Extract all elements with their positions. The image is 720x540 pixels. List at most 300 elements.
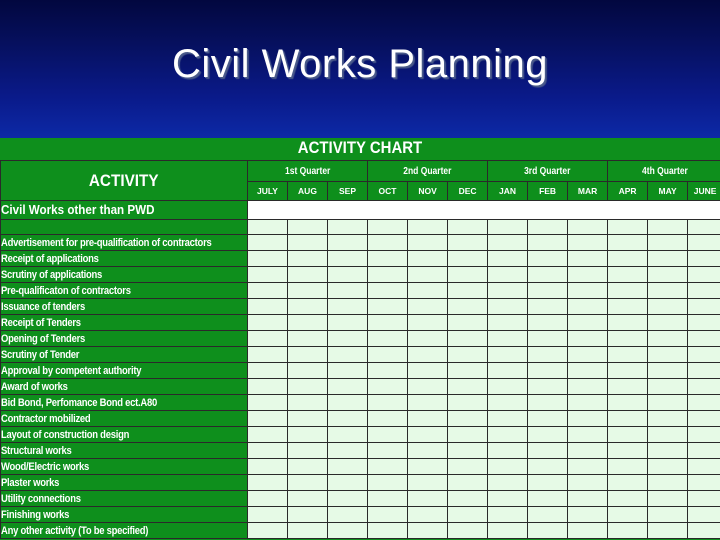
schedule-cell[interactable]	[408, 251, 448, 267]
schedule-cell[interactable]	[368, 443, 408, 459]
schedule-cell[interactable]	[568, 459, 608, 475]
schedule-cell[interactable]	[528, 507, 568, 523]
activity-label: Structural works	[1, 443, 248, 459]
schedule-cell[interactable]	[528, 363, 568, 379]
month-header: MAR	[568, 182, 608, 201]
schedule-cell[interactable]	[688, 379, 720, 395]
schedule-cell[interactable]	[568, 363, 608, 379]
schedule-cell[interactable]	[688, 315, 720, 331]
schedule-cell[interactable]	[568, 475, 608, 491]
schedule-cell[interactable]	[448, 475, 488, 491]
schedule-cell[interactable]	[648, 427, 688, 443]
schedule-cell[interactable]	[328, 235, 368, 251]
schedule-cell[interactable]	[648, 251, 688, 267]
schedule-cell[interactable]	[568, 427, 608, 443]
schedule-cell[interactable]	[328, 443, 368, 459]
schedule-cell[interactable]	[328, 299, 368, 315]
schedule-cell[interactable]	[688, 331, 720, 347]
schedule-cell[interactable]	[488, 267, 528, 283]
schedule-cell[interactable]	[288, 235, 328, 251]
activity-label: Wood/Electric works	[1, 459, 248, 475]
month-header: DEC	[448, 182, 488, 201]
activity-table	[0, 160, 720, 539]
schedule-cell[interactable]	[248, 395, 288, 411]
activity-header-label: ACTIVITY	[89, 170, 159, 190]
schedule-cell[interactable]	[248, 363, 288, 379]
schedule-cell[interactable]	[488, 491, 528, 507]
schedule-cell[interactable]	[608, 251, 648, 267]
slide-title: Civil Works Planning	[171, 42, 549, 86]
activity-label: Utility connections	[1, 491, 248, 507]
schedule-cell[interactable]	[448, 315, 488, 331]
schedule-cell[interactable]	[488, 347, 528, 363]
activity-column-header	[1, 161, 248, 201]
schedule-cell[interactable]	[448, 299, 488, 315]
schedule-cell[interactable]	[368, 507, 408, 523]
schedule-cell[interactable]	[328, 475, 368, 491]
month-header: SEP	[328, 182, 368, 201]
schedule-cell[interactable]	[688, 459, 720, 475]
schedule-cell[interactable]	[288, 363, 328, 379]
schedule-cell[interactable]	[488, 443, 528, 459]
schedule-cell[interactable]	[288, 443, 328, 459]
schedule-cell[interactable]	[408, 443, 448, 459]
schedule-cell[interactable]	[648, 475, 688, 491]
schedule-cell[interactable]	[368, 315, 408, 331]
schedule-cell[interactable]	[448, 331, 488, 347]
schedule-cell[interactable]	[448, 491, 488, 507]
schedule-cell[interactable]	[648, 347, 688, 363]
schedule-cell[interactable]	[408, 475, 448, 491]
schedule-cell[interactable]	[528, 299, 568, 315]
schedule-cell[interactable]	[488, 299, 528, 315]
activity-label: Scrutiny of applications	[1, 267, 248, 283]
schedule-cell[interactable]	[288, 283, 328, 299]
activity-label: Issuance of tenders	[1, 299, 248, 315]
schedule-cell[interactable]	[288, 395, 328, 411]
schedule-cell[interactable]	[328, 315, 368, 331]
schedule-cell[interactable]	[688, 267, 720, 283]
schedule-cell[interactable]	[248, 331, 288, 347]
activity-label: Advertisement for pre-qualification of contractors	[1, 235, 248, 251]
schedule-cell[interactable]	[248, 443, 288, 459]
schedule-cell[interactable]	[568, 283, 608, 299]
activity-label: Pre-qualificaton of contractors	[1, 283, 248, 299]
schedule-cell[interactable]	[528, 427, 568, 443]
schedule-cell[interactable]	[248, 379, 288, 395]
schedule-cell[interactable]	[288, 427, 328, 443]
schedule-cell[interactable]	[288, 475, 328, 491]
schedule-cell[interactable]	[648, 267, 688, 283]
activity-row	[1, 427, 720, 443]
schedule-cell[interactable]	[608, 363, 648, 379]
schedule-cell[interactable]	[408, 459, 448, 475]
schedule-cell[interactable]	[608, 220, 648, 235]
schedule-cell[interactable]	[288, 491, 328, 507]
quarter-header-4: 4th Quarter	[608, 161, 720, 182]
schedule-cell[interactable]	[328, 220, 368, 235]
schedule-cell[interactable]	[528, 235, 568, 251]
schedule-cell[interactable]	[488, 411, 528, 427]
activity-row	[1, 507, 720, 523]
schedule-cell[interactable]	[248, 427, 288, 443]
schedule-cell[interactable]	[528, 251, 568, 267]
schedule-cell[interactable]	[328, 331, 368, 347]
activity-chart	[0, 138, 720, 540]
schedule-cell[interactable]	[368, 491, 408, 507]
schedule-cell[interactable]	[408, 507, 448, 523]
activity-label: Receipt of applications	[1, 251, 248, 267]
schedule-cell[interactable]	[448, 347, 488, 363]
schedule-cell[interactable]	[608, 347, 648, 363]
schedule-cell[interactable]	[488, 427, 528, 443]
schedule-cell[interactable]	[488, 475, 528, 491]
schedule-cell[interactable]	[648, 283, 688, 299]
schedule-cell[interactable]	[248, 220, 288, 235]
schedule-cell[interactable]	[248, 411, 288, 427]
schedule-cell[interactable]	[608, 267, 648, 283]
schedule-cell[interactable]	[408, 523, 448, 539]
schedule-cell[interactable]	[448, 411, 488, 427]
schedule-cell[interactable]	[608, 523, 648, 539]
gap-label	[1, 220, 248, 235]
activity-row	[1, 267, 720, 283]
activity-row	[1, 411, 720, 427]
schedule-cell[interactable]	[648, 459, 688, 475]
schedule-cell[interactable]	[688, 523, 720, 539]
activity-label: Award of works	[1, 379, 248, 395]
schedule-cell[interactable]	[488, 251, 528, 267]
schedule-cell[interactable]	[248, 507, 288, 523]
schedule-cell[interactable]	[688, 220, 720, 235]
schedule-cell[interactable]	[248, 523, 288, 539]
schedule-cell[interactable]	[448, 507, 488, 523]
schedule-cell[interactable]	[408, 331, 448, 347]
schedule-cell[interactable]	[448, 379, 488, 395]
schedule-cell[interactable]	[368, 411, 408, 427]
schedule-cell[interactable]	[248, 491, 288, 507]
schedule-cell[interactable]	[608, 459, 648, 475]
schedule-cell[interactable]	[448, 251, 488, 267]
schedule-cell[interactable]	[328, 395, 368, 411]
schedule-cell[interactable]	[368, 427, 408, 443]
schedule-cell[interactable]	[448, 523, 488, 539]
schedule-cell[interactable]	[568, 235, 608, 251]
schedule-cell[interactable]	[528, 523, 568, 539]
schedule-cell[interactable]	[608, 395, 648, 411]
schedule-cell[interactable]	[248, 299, 288, 315]
schedule-cell[interactable]	[608, 331, 648, 347]
schedule-cell[interactable]	[408, 283, 448, 299]
schedule-cell[interactable]	[328, 491, 368, 507]
schedule-cell[interactable]	[288, 411, 328, 427]
schedule-cell[interactable]	[368, 363, 408, 379]
schedule-cell[interactable]	[328, 379, 368, 395]
schedule-cell[interactable]	[288, 459, 328, 475]
schedule-cell[interactable]	[368, 220, 408, 235]
schedule-cell[interactable]	[368, 299, 408, 315]
schedule-cell[interactable]	[528, 443, 568, 459]
schedule-cell[interactable]	[688, 251, 720, 267]
schedule-cell[interactable]	[448, 267, 488, 283]
schedule-cell[interactable]	[248, 283, 288, 299]
section-spacer	[248, 201, 720, 220]
schedule-cell[interactable]	[528, 315, 568, 331]
schedule-cell[interactable]	[648, 220, 688, 235]
schedule-cell[interactable]	[248, 267, 288, 283]
schedule-cell[interactable]	[688, 491, 720, 507]
section-label: Civil Works other than PWD	[1, 201, 248, 220]
schedule-cell[interactable]	[608, 507, 648, 523]
activity-row	[1, 523, 720, 539]
schedule-cell[interactable]	[368, 283, 408, 299]
schedule-cell[interactable]	[648, 315, 688, 331]
schedule-cell[interactable]	[648, 491, 688, 507]
schedule-cell[interactable]	[488, 363, 528, 379]
schedule-cell[interactable]	[688, 443, 720, 459]
activity-row	[1, 379, 720, 395]
activity-row	[1, 395, 720, 411]
schedule-cell[interactable]	[288, 251, 328, 267]
schedule-cell[interactable]	[688, 283, 720, 299]
schedule-cell[interactable]	[488, 379, 528, 395]
schedule-cell[interactable]	[408, 220, 448, 235]
schedule-cell[interactable]	[528, 331, 568, 347]
schedule-cell[interactable]	[608, 299, 648, 315]
schedule-cell[interactable]	[688, 475, 720, 491]
schedule-cell[interactable]	[448, 427, 488, 443]
schedule-cell[interactable]	[648, 379, 688, 395]
schedule-cell[interactable]	[248, 235, 288, 251]
schedule-cell[interactable]	[288, 299, 328, 315]
schedule-cell[interactable]	[408, 347, 448, 363]
schedule-cell[interactable]	[688, 299, 720, 315]
schedule-cell[interactable]	[448, 235, 488, 251]
schedule-cell[interactable]	[488, 315, 528, 331]
schedule-cell[interactable]	[408, 235, 448, 251]
schedule-cell[interactable]	[688, 507, 720, 523]
schedule-cell[interactable]	[688, 395, 720, 411]
schedule-cell[interactable]	[368, 459, 408, 475]
schedule-cell[interactable]	[568, 507, 608, 523]
schedule-cell[interactable]	[368, 395, 408, 411]
activity-row	[1, 491, 720, 507]
schedule-cell[interactable]	[448, 283, 488, 299]
schedule-cell[interactable]	[448, 443, 488, 459]
schedule-cell[interactable]	[608, 427, 648, 443]
activity-row	[1, 299, 720, 315]
schedule-cell[interactable]	[408, 299, 448, 315]
schedule-cell[interactable]	[408, 411, 448, 427]
activity-label: Layout of construction design	[1, 427, 248, 443]
schedule-cell[interactable]	[688, 427, 720, 443]
activity-label: Bid Bond, Perfomance Bond ect.A80	[1, 395, 248, 411]
schedule-cell[interactable]	[288, 267, 328, 283]
schedule-cell[interactable]	[608, 491, 648, 507]
schedule-cell[interactable]	[488, 235, 528, 251]
schedule-cell[interactable]	[248, 459, 288, 475]
schedule-cell[interactable]	[528, 379, 568, 395]
activity-label: Plaster works	[1, 475, 248, 491]
schedule-cell[interactable]	[368, 347, 408, 363]
schedule-cell[interactable]	[528, 267, 568, 283]
schedule-cell[interactable]	[488, 507, 528, 523]
activity-row	[1, 283, 720, 299]
schedule-cell[interactable]	[648, 299, 688, 315]
schedule-cell[interactable]	[328, 347, 368, 363]
schedule-cell[interactable]	[568, 251, 608, 267]
schedule-cell[interactable]	[328, 267, 368, 283]
schedule-cell[interactable]	[408, 491, 448, 507]
schedule-cell[interactable]	[648, 235, 688, 251]
schedule-cell[interactable]	[288, 507, 328, 523]
schedule-cell[interactable]	[688, 411, 720, 427]
quarter-header-1: 1st Quarter	[248, 161, 368, 182]
activity-row	[1, 443, 720, 459]
schedule-cell[interactable]	[608, 235, 648, 251]
schedule-cell[interactable]	[448, 363, 488, 379]
schedule-cell[interactable]	[288, 523, 328, 539]
schedule-cell[interactable]	[328, 411, 368, 427]
schedule-cell[interactable]	[328, 251, 368, 267]
schedule-cell[interactable]	[328, 507, 368, 523]
month-header: JAN	[488, 182, 528, 201]
schedule-cell[interactable]	[528, 459, 568, 475]
schedule-cell[interactable]	[328, 427, 368, 443]
schedule-cell[interactable]	[288, 347, 328, 363]
schedule-cell[interactable]	[648, 395, 688, 411]
schedule-cell[interactable]	[648, 507, 688, 523]
quarter-header-3: 3rd Quarter	[488, 161, 608, 182]
schedule-cell[interactable]	[648, 331, 688, 347]
schedule-cell[interactable]	[248, 475, 288, 491]
schedule-cell[interactable]	[488, 523, 528, 539]
schedule-cell[interactable]	[408, 267, 448, 283]
schedule-cell[interactable]	[568, 331, 608, 347]
quarter-header-2: 2nd Quarter	[368, 161, 488, 182]
activity-row	[1, 363, 720, 379]
schedule-cell[interactable]	[648, 411, 688, 427]
month-header: MAY	[648, 182, 688, 201]
schedule-cell[interactable]	[568, 299, 608, 315]
schedule-cell[interactable]	[288, 220, 328, 235]
schedule-cell[interactable]	[568, 523, 608, 539]
schedule-cell[interactable]	[528, 475, 568, 491]
schedule-cell[interactable]	[488, 220, 528, 235]
schedule-cell[interactable]	[408, 315, 448, 331]
schedule-cell[interactable]	[488, 283, 528, 299]
schedule-cell[interactable]	[248, 251, 288, 267]
schedule-cell[interactable]	[248, 347, 288, 363]
activity-label: Opening of Tenders	[1, 331, 248, 347]
schedule-cell[interactable]	[288, 379, 328, 395]
schedule-cell[interactable]	[488, 459, 528, 475]
schedule-cell[interactable]	[568, 443, 608, 459]
schedule-cell[interactable]	[248, 315, 288, 331]
schedule-cell[interactable]	[568, 220, 608, 235]
schedule-cell[interactable]	[288, 315, 328, 331]
schedule-cell[interactable]	[368, 523, 408, 539]
schedule-cell[interactable]	[408, 379, 448, 395]
schedule-cell[interactable]	[368, 235, 408, 251]
schedule-cell[interactable]	[688, 347, 720, 363]
schedule-cell[interactable]	[608, 443, 648, 459]
schedule-cell[interactable]	[368, 331, 408, 347]
activity-row	[1, 315, 720, 331]
schedule-cell[interactable]	[488, 395, 528, 411]
schedule-cell[interactable]	[568, 379, 608, 395]
schedule-cell[interactable]	[688, 235, 720, 251]
schedule-cell[interactable]	[328, 283, 368, 299]
schedule-cell[interactable]	[648, 443, 688, 459]
schedule-cell[interactable]	[568, 395, 608, 411]
schedule-cell[interactable]	[528, 347, 568, 363]
month-header: AUG	[288, 182, 328, 201]
schedule-cell[interactable]	[448, 395, 488, 411]
schedule-cell[interactable]	[448, 220, 488, 235]
schedule-cell[interactable]	[688, 363, 720, 379]
schedule-cell[interactable]	[648, 363, 688, 379]
schedule-cell[interactable]	[328, 523, 368, 539]
schedule-cell[interactable]	[568, 347, 608, 363]
schedule-cell[interactable]	[528, 220, 568, 235]
activity-label: Approval by competent authority	[1, 363, 248, 379]
schedule-cell[interactable]	[648, 523, 688, 539]
schedule-cell[interactable]	[368, 267, 408, 283]
schedule-cell[interactable]	[528, 395, 568, 411]
chart-heading: ACTIVITY CHART	[297, 138, 423, 157]
activity-row	[1, 251, 720, 267]
activity-row	[1, 331, 720, 347]
schedule-cell[interactable]	[568, 411, 608, 427]
schedule-cell[interactable]	[608, 379, 648, 395]
activity-label: Finishing works	[1, 507, 248, 523]
activity-label: Any other activity (To be specified)	[1, 523, 248, 539]
schedule-cell[interactable]	[368, 379, 408, 395]
schedule-cell[interactable]	[408, 427, 448, 443]
schedule-cell[interactable]	[568, 267, 608, 283]
schedule-cell[interactable]	[568, 491, 608, 507]
month-header: APR	[608, 182, 648, 201]
schedule-cell[interactable]	[368, 475, 408, 491]
schedule-cell[interactable]	[528, 491, 568, 507]
schedule-cell[interactable]	[608, 283, 648, 299]
activity-label: Receipt of Tenders	[1, 315, 248, 331]
schedule-cell[interactable]	[488, 331, 528, 347]
schedule-cell[interactable]	[528, 411, 568, 427]
month-header: OCT	[368, 182, 408, 201]
month-header: FEB	[528, 182, 568, 201]
schedule-cell[interactable]	[528, 283, 568, 299]
activity-row	[1, 475, 720, 491]
schedule-cell[interactable]	[608, 475, 648, 491]
month-header: JUNE	[688, 182, 720, 201]
schedule-cell[interactable]	[408, 395, 448, 411]
activity-row	[1, 459, 720, 475]
schedule-cell[interactable]	[568, 315, 608, 331]
schedule-cell[interactable]	[448, 459, 488, 475]
schedule-cell[interactable]	[608, 315, 648, 331]
schedule-cell[interactable]	[328, 363, 368, 379]
schedule-cell[interactable]	[288, 331, 328, 347]
schedule-cell[interactable]	[328, 459, 368, 475]
schedule-cell[interactable]	[368, 251, 408, 267]
month-header: JULY	[248, 182, 288, 201]
schedule-cell[interactable]	[408, 363, 448, 379]
schedule-cell[interactable]	[608, 411, 648, 427]
activity-row	[1, 235, 720, 251]
month-header: NOV	[408, 182, 448, 201]
